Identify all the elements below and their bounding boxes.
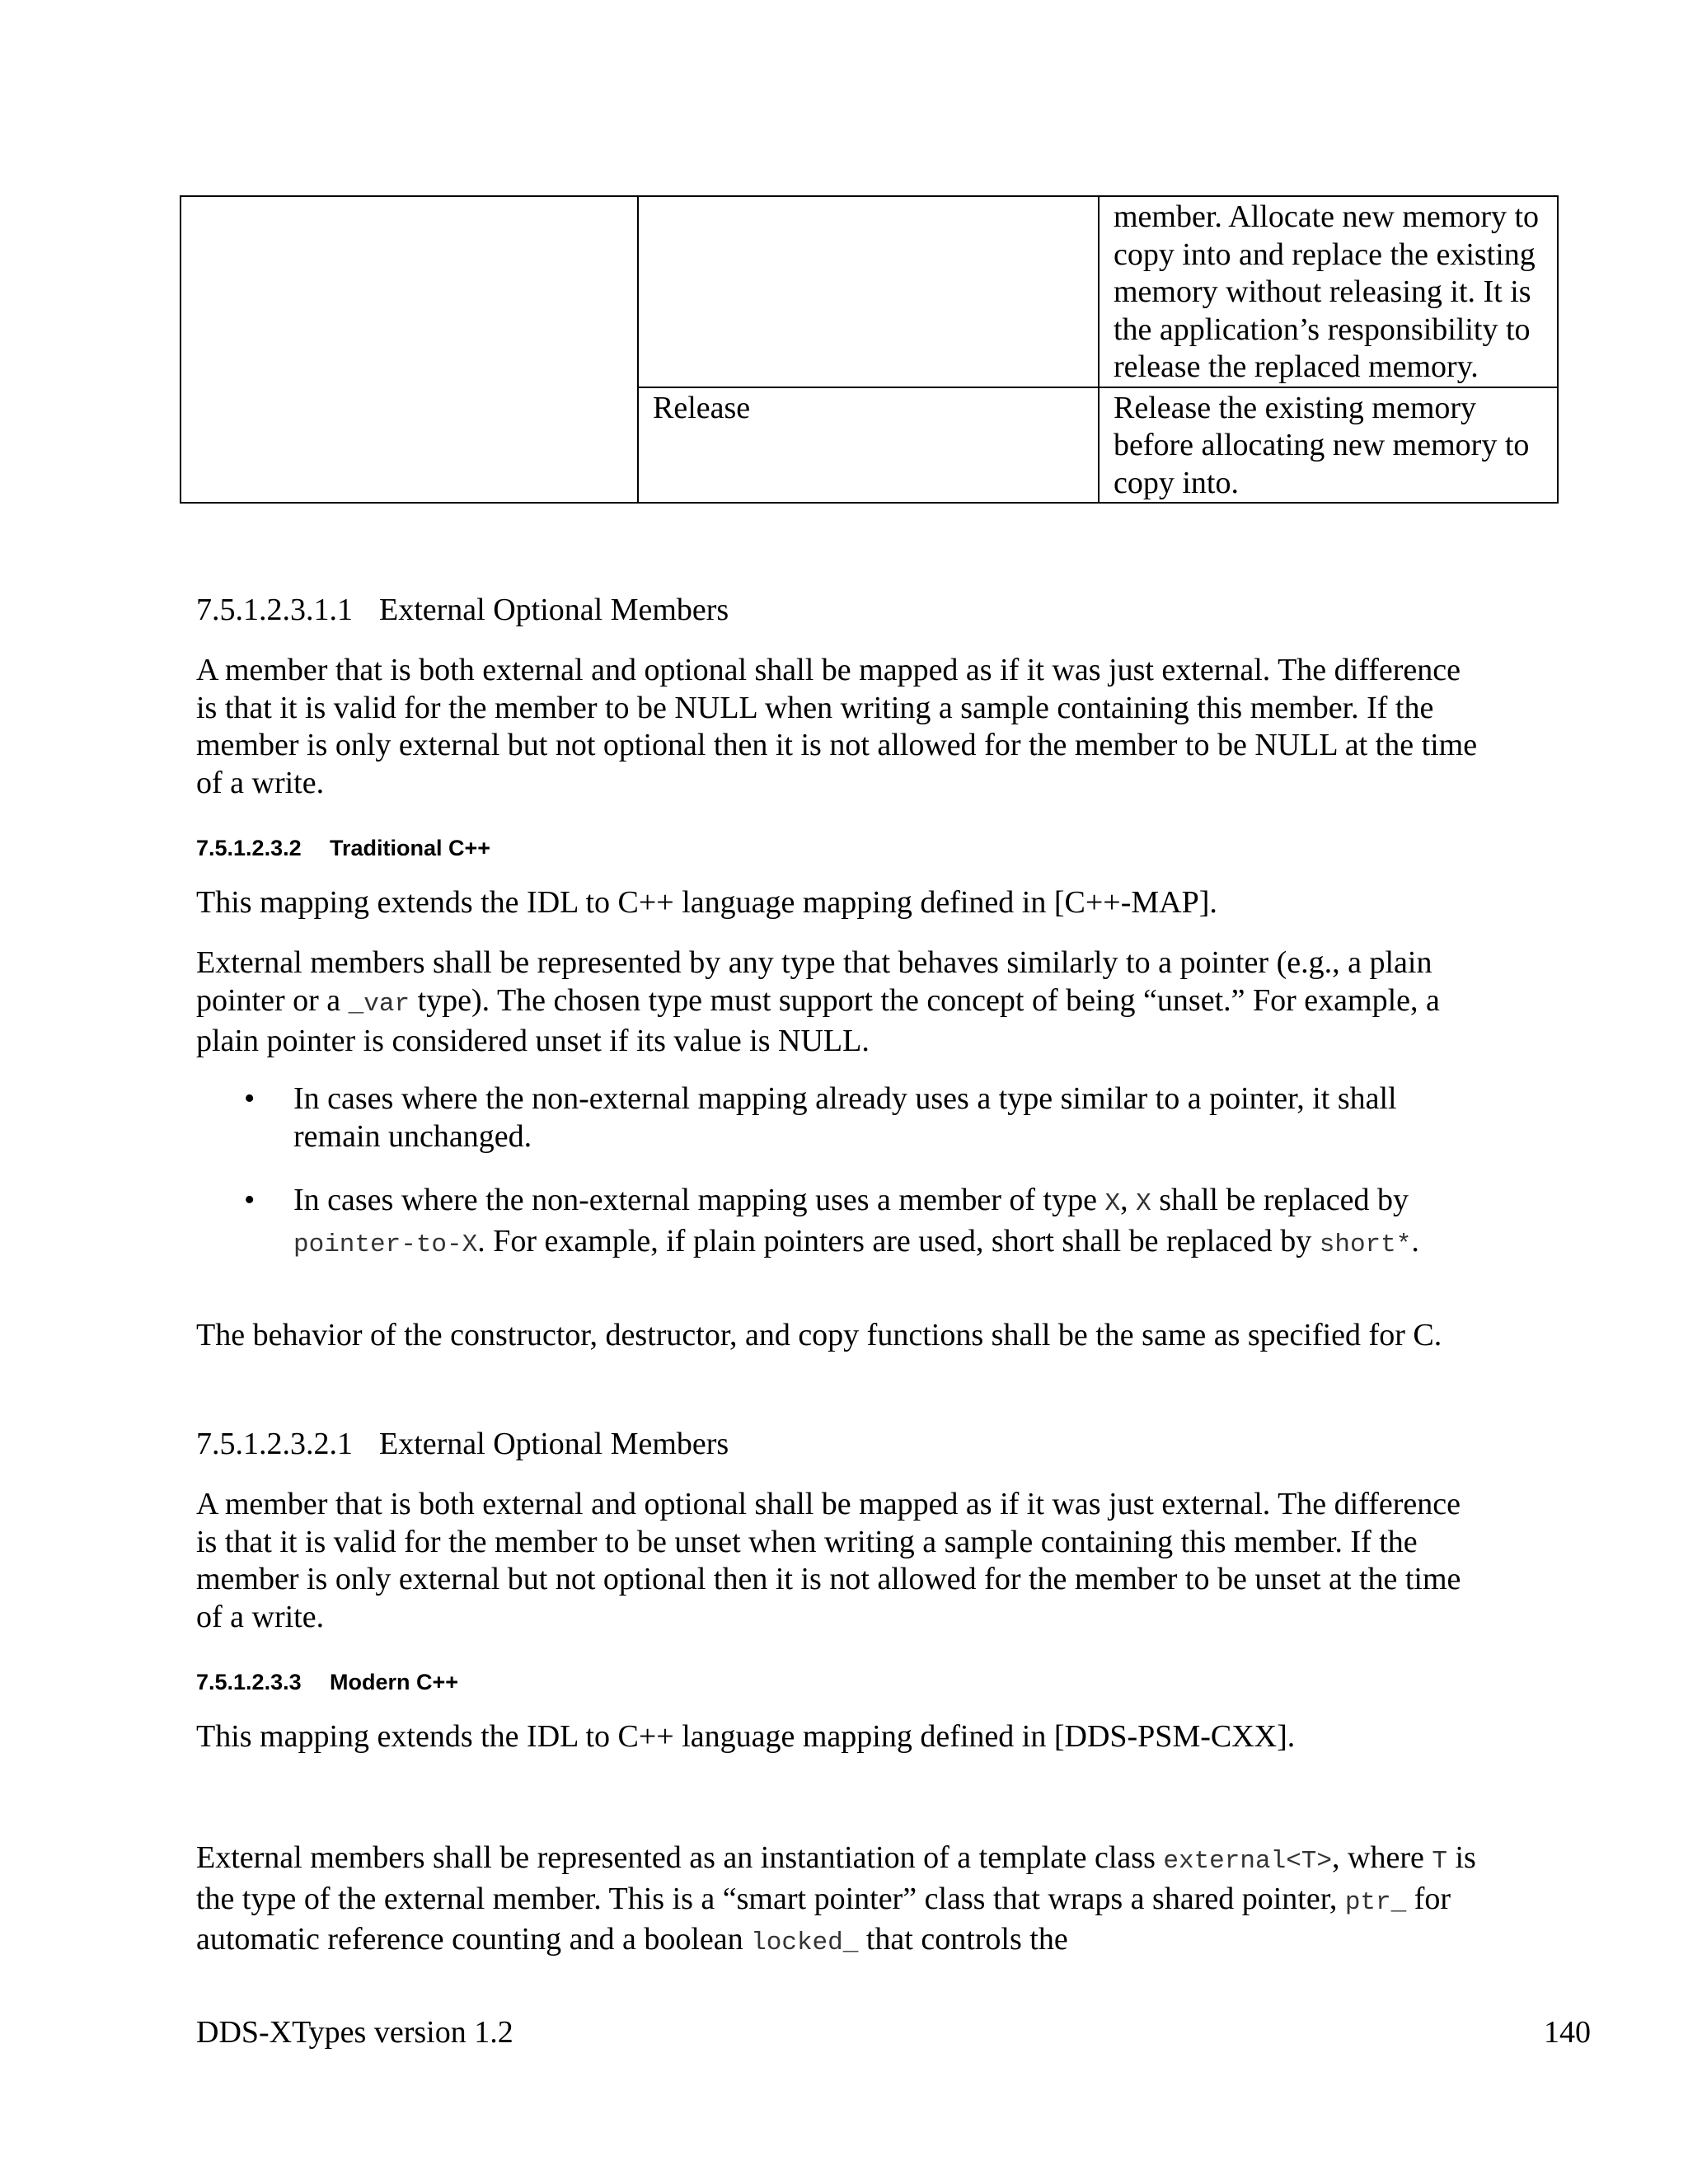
paragraph: This mapping extends the IDL to C++ language mapping defined in [DDS-PSM-CXX].	[196, 1719, 1296, 1754]
bullet-icon: •	[244, 1081, 256, 1116]
table-cell: Release	[638, 387, 1099, 504]
code-ptr: ptr_	[1344, 1887, 1407, 1917]
code-t: T	[1432, 1847, 1447, 1876]
code-x: X	[1136, 1189, 1151, 1218]
code-locked: locked_	[751, 1929, 859, 1957]
table-cell	[181, 196, 638, 503]
section-title: Traditional C++	[330, 836, 491, 860]
code-short-ptr: short*	[1319, 1230, 1412, 1259]
text-run: External members shall be represented as an instantiation of a template class	[196, 1840, 1164, 1875]
code-var: _var	[348, 989, 410, 1019]
footer-page-number: 140	[1544, 2015, 1591, 2050]
text-run: External members shall be represented by any type that behaves similarly to a pointer (e.g., a plain pointer or a	[196, 945, 1432, 1018]
footer-document-title: DDS-XTypes version 1.2	[196, 2015, 513, 2050]
text-run: for automatic reference counting and a boolean	[196, 1881, 1451, 1957]
paragraph	[196, 944, 1482, 1061]
section-heading	[196, 1426, 729, 1463]
text-run: ,	[1120, 1183, 1137, 1217]
bullet-list	[196, 1182, 1482, 1263]
table-cell: member. Allocate new memory to copy into and replace the existing memory without releasing it. It is the application’s responsibility to release the replaced memory.	[1099, 196, 1558, 387]
table-row	[181, 196, 1558, 387]
text-run: type). The chosen type must support the concept of being “unset.” For example, a plain pointer is considered unset if its value is NULL.	[196, 982, 1440, 1058]
text-run: . For example, if plain pointers are used, short shall be replaced by	[477, 1223, 1320, 1258]
text-run: In cases where the non-external mapping uses a member of type	[293, 1183, 1105, 1217]
paragraph: The behavior of the constructor, destructor, and copy functions shall be the same as specified for C.	[196, 1318, 1442, 1352]
code-pointer-to-x: pointer-to-X	[293, 1230, 478, 1259]
paragraph	[196, 1840, 1482, 1962]
paragraph: This mapping extends the IDL to C++ language mapping defined in [C++-MAP].	[196, 885, 1217, 920]
section-number: 7.5.1.2.3.3	[196, 1670, 302, 1694]
bullet-list	[196, 1080, 1482, 1155]
section-title: External Optional Members	[379, 593, 729, 627]
text-run: , where	[1332, 1840, 1432, 1875]
text-run: shall be replaced by	[1151, 1183, 1409, 1217]
section-number: 7.5.1.2.3.1.1	[196, 593, 353, 627]
bullet-icon: •	[244, 1183, 256, 1217]
section-title: External Optional Members	[379, 1427, 729, 1461]
paragraph: A member that is both external and optional shall be mapped as if it was just external. The difference is that it is valid for the member to be NULL when writing a sample containing this member. If the member is only external but not optional then it is not allowed for the member to be NULL at the time of a write.	[196, 653, 1478, 800]
section-heading	[196, 835, 490, 861]
text-run: is the type of the external member. This is a “smart pointer” class that wraps a shared pointer,	[196, 1840, 1476, 1916]
list-item-text: In cases where the non-external mapping already uses a type similar to a pointer, it shall remain unchanged.	[293, 1081, 1397, 1154]
text-run: that controls the	[858, 1922, 1068, 1957]
memory-policy-table	[180, 195, 1559, 504]
table-cell: Release the existing memory before allocating new memory to copy into.	[1099, 387, 1558, 504]
section-number: 7.5.1.2.3.2.1	[196, 1427, 353, 1461]
text-run: .	[1411, 1223, 1419, 1258]
code-x: X	[1104, 1189, 1121, 1218]
list-item	[196, 1080, 1482, 1155]
list-item	[196, 1182, 1482, 1263]
section-title: Modern C++	[330, 1670, 459, 1694]
section-number: 7.5.1.2.3.2	[196, 836, 302, 860]
code-external-t: external<T>	[1163, 1847, 1333, 1876]
paragraph: A member that is both external and optional shall be mapped as if it was just external. The difference is that it is valid for the member to be unset when writing a sample containing this member. If the member is only external but not optional then it is not allowed for the member to be unset at the time of a write.	[196, 1487, 1461, 1634]
section-heading	[196, 592, 729, 629]
section-heading	[196, 1669, 458, 1695]
table-cell	[638, 196, 1099, 387]
